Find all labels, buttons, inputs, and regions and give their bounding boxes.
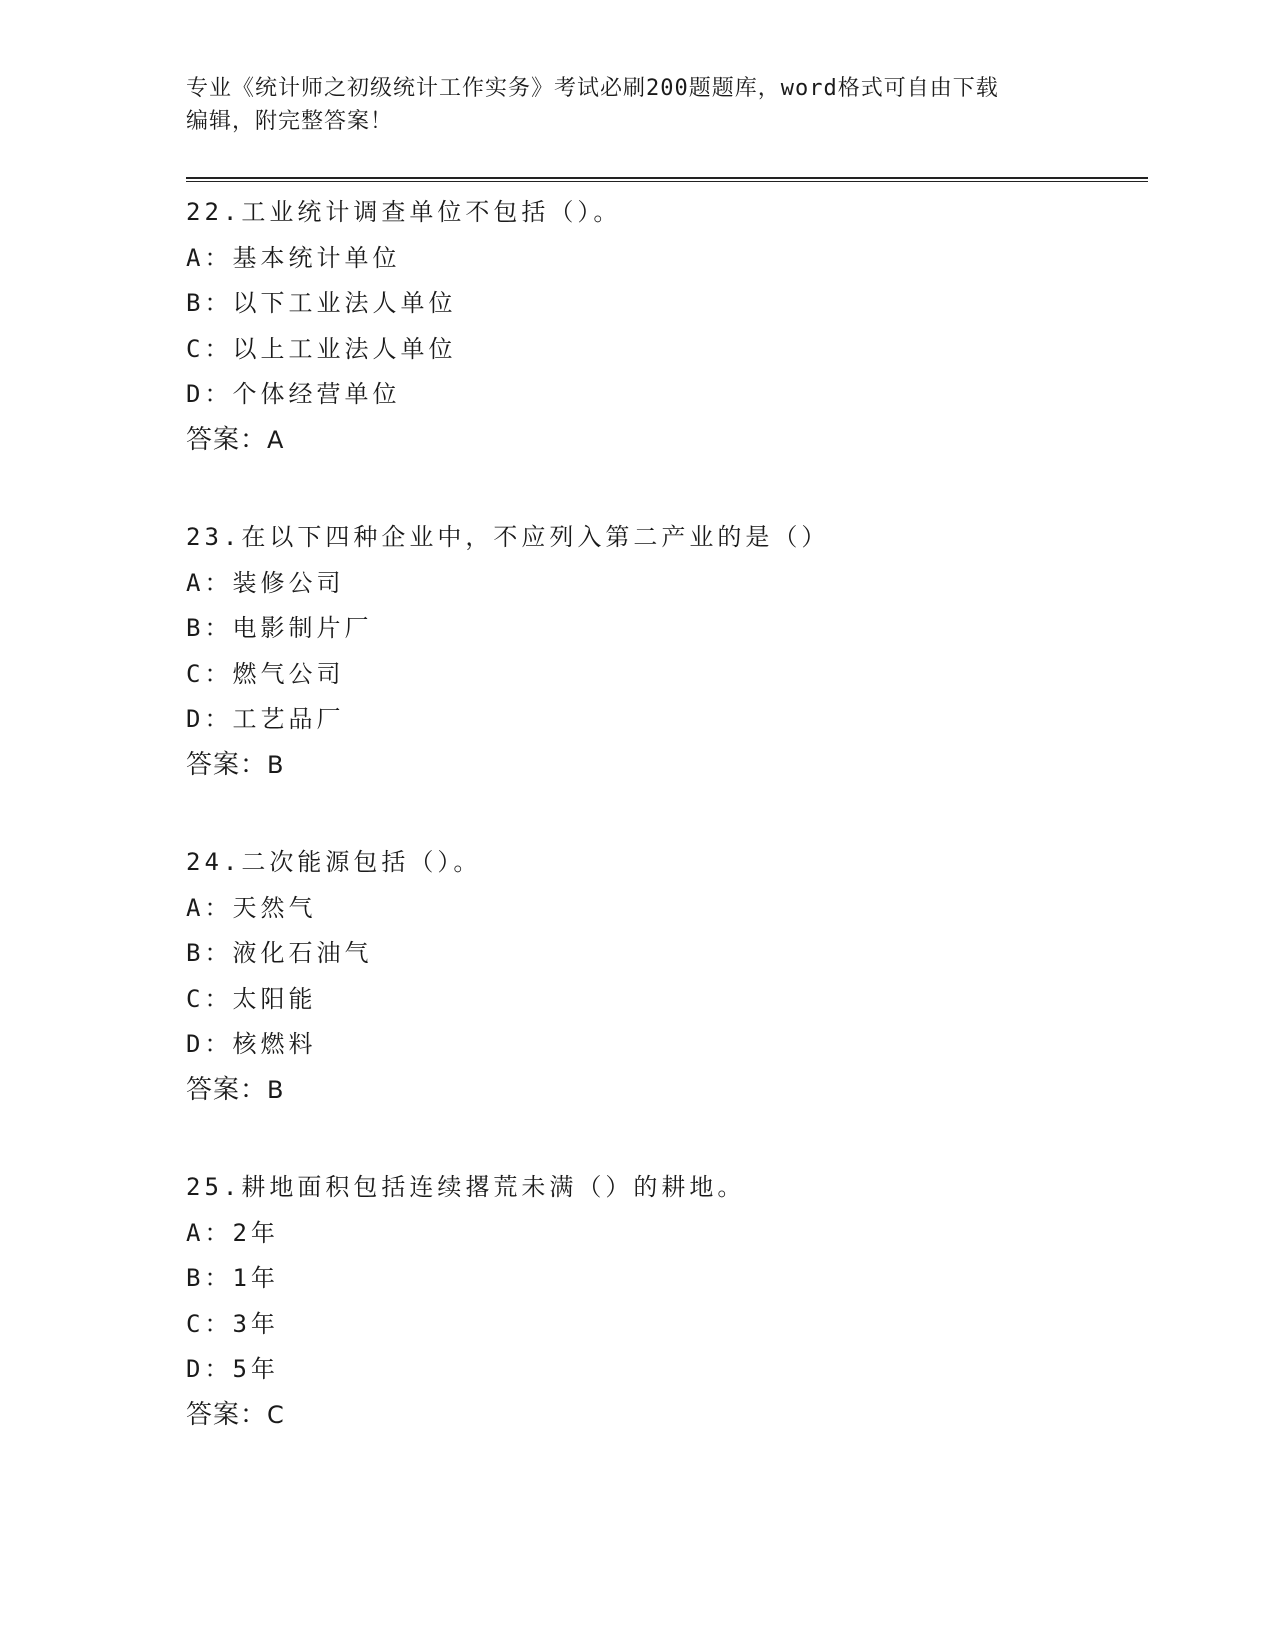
- option-d: D：工艺品厂: [186, 705, 345, 733]
- option-d: D：5年: [186, 1355, 279, 1383]
- question-24: [186, 840, 1146, 1113]
- option-c: C：3年: [186, 1309, 279, 1338]
- option-a: A：装修公司: [186, 568, 345, 597]
- option-b: B：以下工业法人单位: [186, 289, 457, 317]
- header-divider-thin: [186, 181, 1148, 182]
- option-c: C：燃气公司: [186, 659, 345, 688]
- question-stem: 25.耕地面积包括连续撂荒未满（）的耕地。: [186, 1173, 746, 1201]
- question-stem: 23.在以下四种企业中，不应列入第二产业的是（）: [186, 523, 830, 551]
- answer-value: A: [267, 425, 286, 454]
- option-c: C：太阳能: [186, 984, 317, 1013]
- header-line-2: 编辑，附完整答案！: [186, 109, 394, 134]
- answer-label: 答案：: [186, 749, 268, 780]
- question-stem: 22.工业统计调查单位不包括（）。: [186, 198, 622, 226]
- document-header: [186, 72, 1086, 138]
- question-list: [186, 190, 1146, 1490]
- header-line-1: 专业《统计师之初级统计工作实务》考试必刷200题题库，word格式可自由下载: [186, 76, 999, 101]
- option-b: B：1年: [186, 1264, 279, 1292]
- answer-value: B: [267, 1075, 286, 1104]
- answer-value: B: [267, 750, 286, 779]
- question-stem: 24.二次能源包括（）。: [186, 848, 482, 876]
- option-b: B：电影制片厂: [186, 614, 373, 642]
- answer-line: [186, 418, 1146, 464]
- option-a: A：基本统计单位: [186, 243, 401, 272]
- answer-value: C: [267, 1400, 286, 1429]
- answer-line: [186, 743, 1146, 789]
- answer-line: [186, 1393, 1146, 1439]
- option-a: A：天然气: [186, 893, 317, 922]
- option-b: B：液化石油气: [186, 939, 373, 967]
- question-23: [186, 515, 1146, 788]
- option-d: D：核燃料: [186, 1030, 317, 1058]
- option-c: C：以上工业法人单位: [186, 334, 457, 363]
- header-divider-thick: [186, 177, 1148, 179]
- option-d: D：个体经营单位: [186, 380, 401, 408]
- answer-label: 答案：: [186, 1399, 268, 1430]
- question-22: [186, 190, 1146, 463]
- answer-label: 答案：: [186, 424, 268, 455]
- option-a: A：2年: [186, 1218, 279, 1247]
- answer-line: [186, 1068, 1146, 1114]
- answer-label: 答案：: [186, 1074, 268, 1105]
- question-25: [186, 1165, 1146, 1438]
